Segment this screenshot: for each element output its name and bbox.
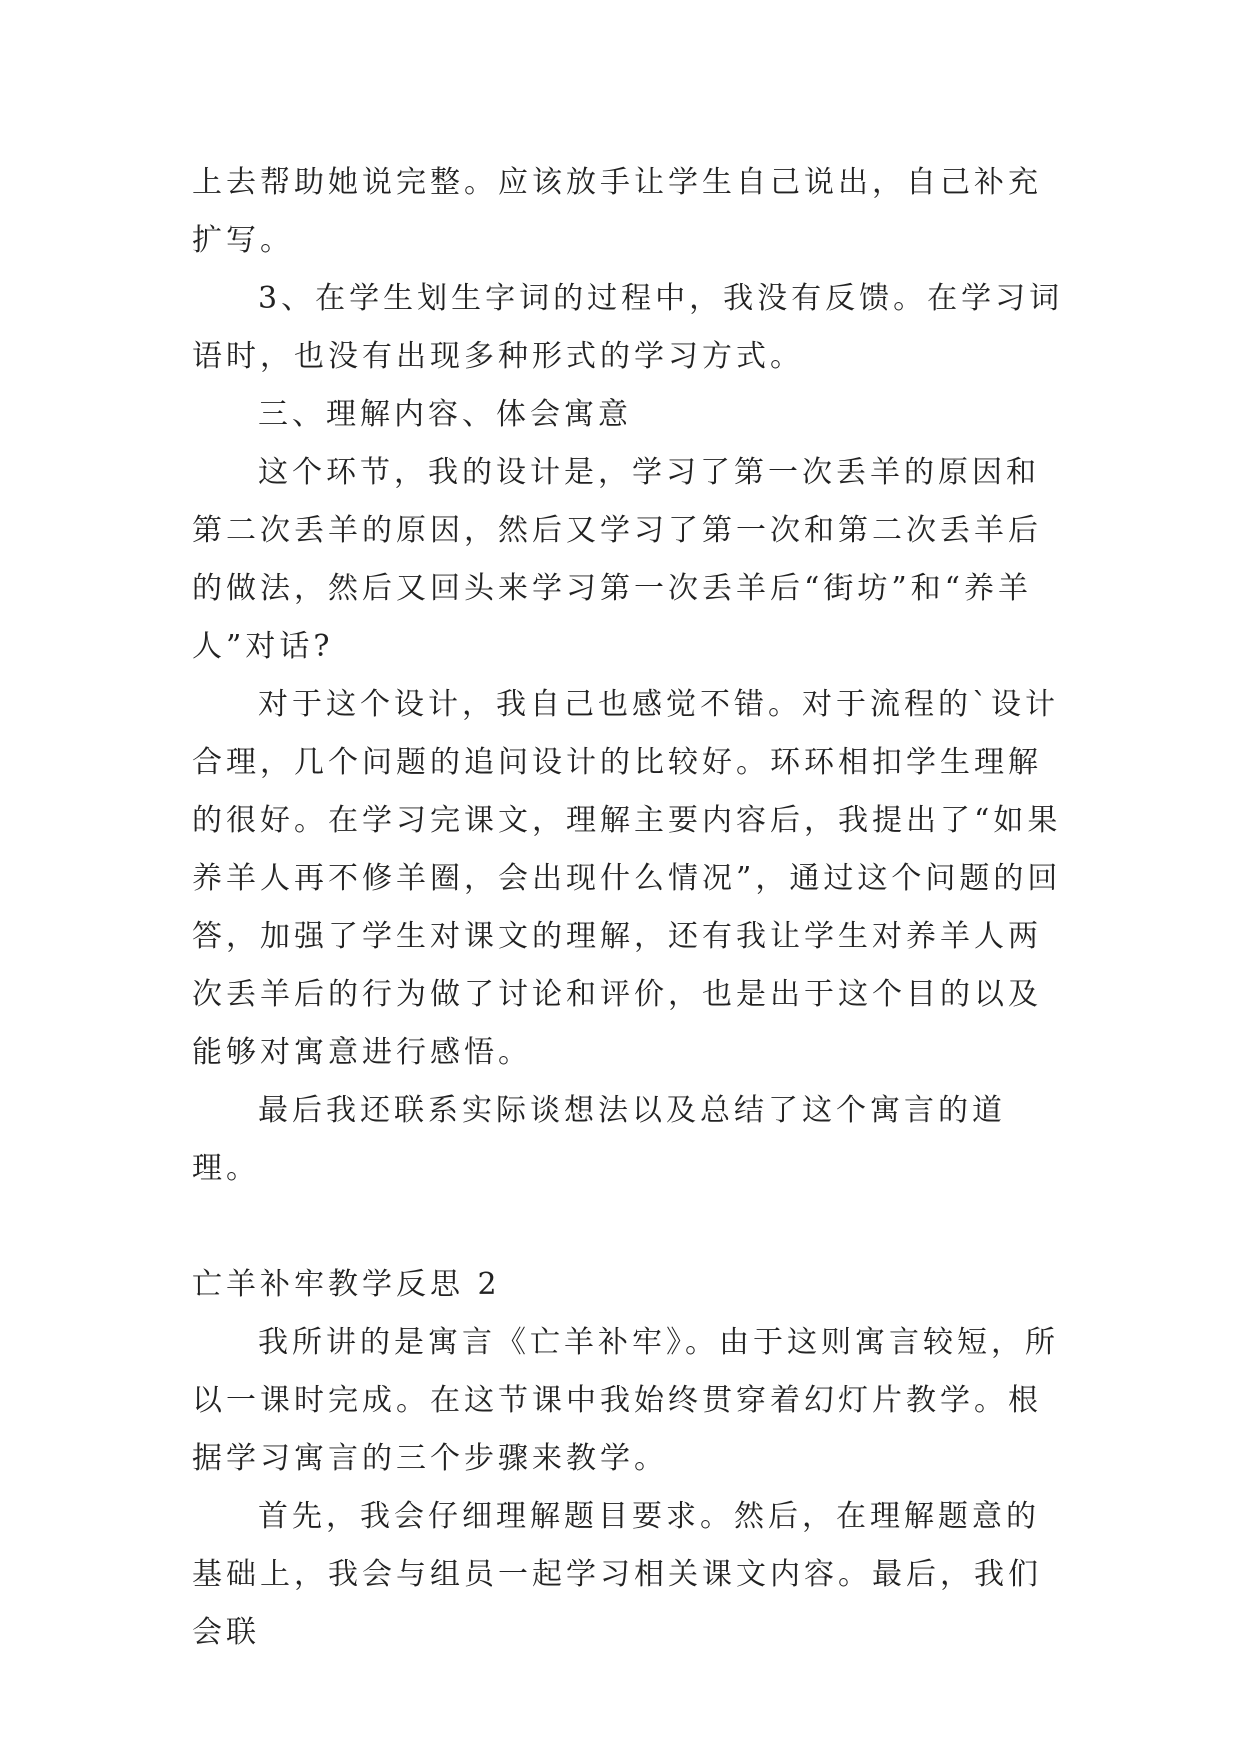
- section-spacer: [192, 1198, 1072, 1256]
- paragraph-evaluation: 对于这个设计，我自己也感觉不错。对于流程的`设计合理，几个问题的追问设计的比较好。环环相扣学生理解的很好。在学习完课文，理解主要内容后，我提出了“如果养羊人再不修羊圈，会出现什么情况”，通过这个问题的回答，加强了学生对课文的理解，还有我让学生对养羊人两次丢羊后的行为做了讨论和评价，也是出于这个目的以及能够对寓意进行感悟。: [192, 687, 1062, 1070]
- paragraph-design: 这个环节，我的设计是，学习了第一次丢羊的原因和第二次丢羊的原因，然后又学习了第一次和第二次丢羊后的做法，然后又回头来学习第一次丢羊后“街坊”和“养羊人”对话?: [192, 455, 1042, 664]
- paragraph-intro-2: 我所讲的是寓言《亡羊补牢》。由于这则寓言较短，所以一课时完成。在这节课中我始终贯穿着幻灯片教学。根据学习寓言的三个步骤来教学。: [192, 1325, 1059, 1476]
- paragraph-point-3: 3、在学生划生字词的过程中，我没有反馈。在学习词语时，也没有出现多种形式的学习方式。: [192, 281, 1064, 374]
- paragraph-steps-2: 首先，我会仔细理解题目要求。然后，在理解题意的基础上，我会与组员一起学习相关课文内容。最后，我们会联: [192, 1499, 1042, 1650]
- document-body: [192, 154, 1072, 1662]
- paragraph-continuation: 上去帮助她说完整。应该放手让学生自己说出，自己补充扩写。: [192, 165, 1042, 258]
- paragraph-conclusion: 最后我还联系实际谈想法以及总结了这个寓言的道理。: [192, 1093, 1006, 1186]
- article-title-2: 亡羊补牢教学反思 2: [192, 1267, 501, 1302]
- section-heading-3: 三、理解内容、体会寓意: [258, 397, 632, 432]
